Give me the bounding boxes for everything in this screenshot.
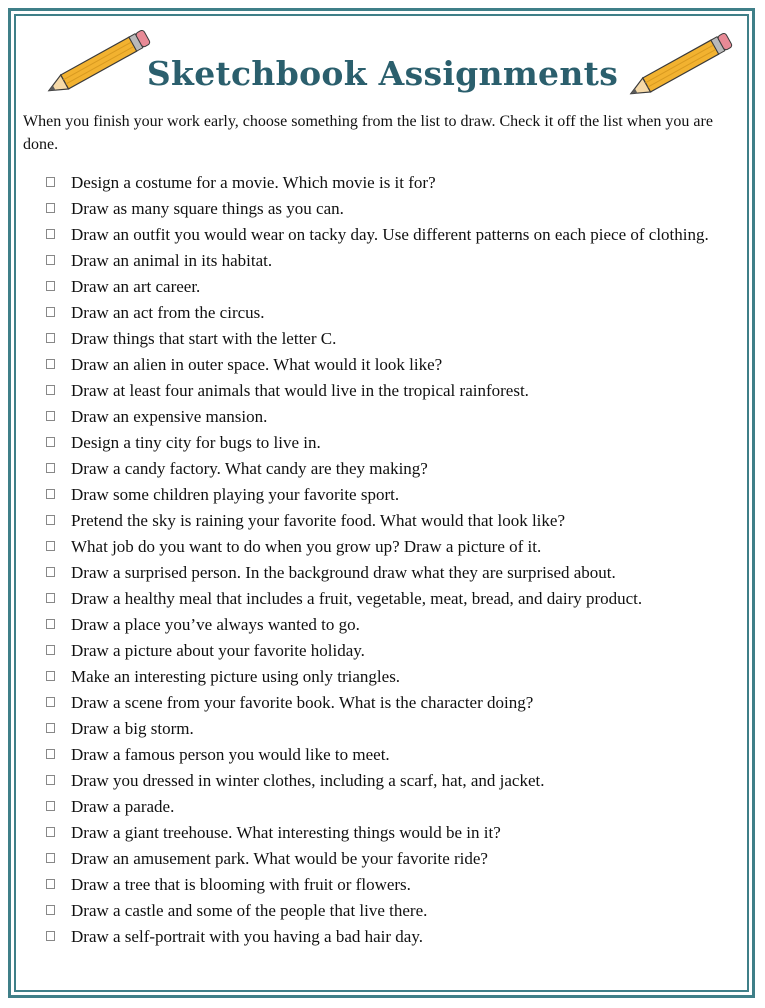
task-label: Draw an art career. bbox=[71, 277, 201, 296]
task-item bbox=[46, 222, 736, 247]
task-item bbox=[46, 534, 736, 559]
task-item bbox=[46, 196, 736, 221]
task-label: Draw a scene from your favorite book. What is the character doing? bbox=[71, 693, 534, 712]
task-item bbox=[46, 638, 736, 663]
task-label: Draw a famous person you would like to meet. bbox=[71, 745, 390, 764]
task-checkbox[interactable] bbox=[46, 463, 55, 473]
task-item bbox=[46, 716, 736, 741]
task-checkbox[interactable] bbox=[46, 307, 55, 317]
task-item bbox=[46, 820, 736, 845]
task-checkbox[interactable] bbox=[46, 853, 55, 863]
task-label: Draw an alien in outer space. What would it look like? bbox=[71, 355, 443, 374]
task-checkbox[interactable] bbox=[46, 775, 55, 785]
task-label: Make an interesting picture using only triangles. bbox=[71, 667, 401, 686]
task-item bbox=[46, 872, 736, 897]
task-item bbox=[46, 898, 736, 923]
task-label: Draw some children playing your favorite sport. bbox=[71, 485, 400, 504]
task-label: Draw a tree that is blooming with fruit or flowers. bbox=[71, 875, 411, 894]
task-item bbox=[46, 794, 736, 819]
task-checkbox[interactable] bbox=[46, 437, 55, 447]
task-item bbox=[46, 352, 736, 377]
task-checkbox[interactable] bbox=[46, 411, 55, 421]
task-checkbox[interactable] bbox=[46, 827, 55, 837]
task-checkbox[interactable] bbox=[46, 879, 55, 889]
task-checkbox[interactable] bbox=[46, 931, 55, 941]
task-checkbox[interactable] bbox=[46, 515, 55, 525]
task-label: Draw a place you’ve always wanted to go. bbox=[71, 615, 360, 634]
task-item bbox=[46, 846, 736, 871]
task-item bbox=[46, 378, 736, 403]
task-label: Draw as many square things as you can. bbox=[71, 199, 344, 218]
task-checkbox[interactable] bbox=[46, 489, 55, 499]
task-checkbox[interactable] bbox=[46, 281, 55, 291]
task-checkbox[interactable] bbox=[46, 203, 55, 213]
task-item bbox=[46, 690, 736, 715]
task-label: Draw a self-portrait with you having a bad hair day. bbox=[71, 927, 424, 946]
task-label: Draw a giant treehouse. What interesting things would be in it? bbox=[71, 823, 501, 842]
task-label: What job do you want to do when you grow up? Draw a picture of it. bbox=[71, 537, 542, 556]
task-label: Design a costume for a movie. Which movie is it for? bbox=[71, 173, 436, 192]
task-label: Draw a parade. bbox=[71, 797, 175, 816]
task-label: Draw an expensive mansion. bbox=[71, 407, 268, 426]
task-label: Draw a healthy meal that includes a fruit, vegetable, meat, bread, and dairy product. bbox=[71, 589, 643, 608]
task-label: Draw a big storm. bbox=[71, 719, 194, 738]
intro-text: When you finish your work early, choose something from the list to draw. Check it off the list when you are done. bbox=[23, 113, 713, 153]
task-item bbox=[46, 924, 736, 949]
task-label: Draw a surprised person. In the background draw what they are surprised about. bbox=[71, 563, 616, 582]
task-label: Draw an animal in its habitat. bbox=[71, 251, 273, 270]
header bbox=[0, 26, 765, 106]
task-item bbox=[46, 300, 736, 325]
task-checkbox[interactable] bbox=[46, 619, 55, 629]
task-item bbox=[46, 170, 736, 195]
task-item bbox=[46, 430, 736, 455]
task-item bbox=[46, 664, 736, 689]
task-checkbox[interactable] bbox=[46, 541, 55, 551]
task-checkbox[interactable] bbox=[46, 593, 55, 603]
task-item bbox=[46, 274, 736, 299]
task-checkbox[interactable] bbox=[46, 671, 55, 681]
task-label: Draw things that start with the letter C. bbox=[71, 329, 337, 348]
task-checkbox[interactable] bbox=[46, 723, 55, 733]
task-checkbox[interactable] bbox=[46, 177, 55, 187]
task-label: Draw a candy factory. What candy are they making? bbox=[71, 459, 428, 478]
task-item bbox=[46, 482, 736, 507]
task-label: Draw at least four animals that would live in the tropical rainforest. bbox=[71, 381, 529, 400]
task-checkbox[interactable] bbox=[46, 905, 55, 915]
task-checkbox[interactable] bbox=[46, 645, 55, 655]
task-checkbox[interactable] bbox=[46, 255, 55, 265]
task-checkbox[interactable] bbox=[46, 567, 55, 577]
task-checkbox[interactable] bbox=[46, 801, 55, 811]
task-label: Draw a castle and some of the people that live there. bbox=[71, 901, 428, 920]
task-item bbox=[46, 612, 736, 637]
task-item bbox=[46, 768, 736, 793]
task-checkbox[interactable] bbox=[46, 749, 55, 759]
task-item bbox=[46, 404, 736, 429]
task-checkbox[interactable] bbox=[46, 229, 55, 239]
task-label: Draw an amusement park. What would be your favorite ride? bbox=[71, 849, 488, 868]
task-checkbox[interactable] bbox=[46, 333, 55, 343]
task-item bbox=[46, 326, 736, 351]
task-item bbox=[46, 586, 736, 611]
task-item bbox=[46, 508, 736, 533]
pencil-icon bbox=[618, 31, 740, 103]
task-item bbox=[46, 248, 736, 273]
task-label: Draw a picture about your favorite holiday. bbox=[71, 641, 365, 660]
task-label: Draw you dressed in winter clothes, including a scarf, hat, and jacket. bbox=[71, 771, 545, 790]
task-label: Draw an outfit you would wear on tacky day. Use different patterns on each piece of clothing. bbox=[71, 225, 709, 244]
task-label: Pretend the sky is raining your favorite food. What would that look like? bbox=[71, 511, 565, 530]
page-title: Sketchbook Assignments bbox=[146, 54, 619, 93]
task-item bbox=[46, 456, 736, 481]
task-label: Design a tiny city for bugs to live in. bbox=[71, 433, 321, 452]
task-item bbox=[46, 742, 736, 767]
task-checkbox[interactable] bbox=[46, 697, 55, 707]
task-checkbox[interactable] bbox=[46, 385, 55, 395]
task-label: Draw an act from the circus. bbox=[71, 303, 265, 322]
task-list bbox=[46, 170, 736, 950]
task-item bbox=[46, 560, 736, 585]
task-checkbox[interactable] bbox=[46, 359, 55, 369]
